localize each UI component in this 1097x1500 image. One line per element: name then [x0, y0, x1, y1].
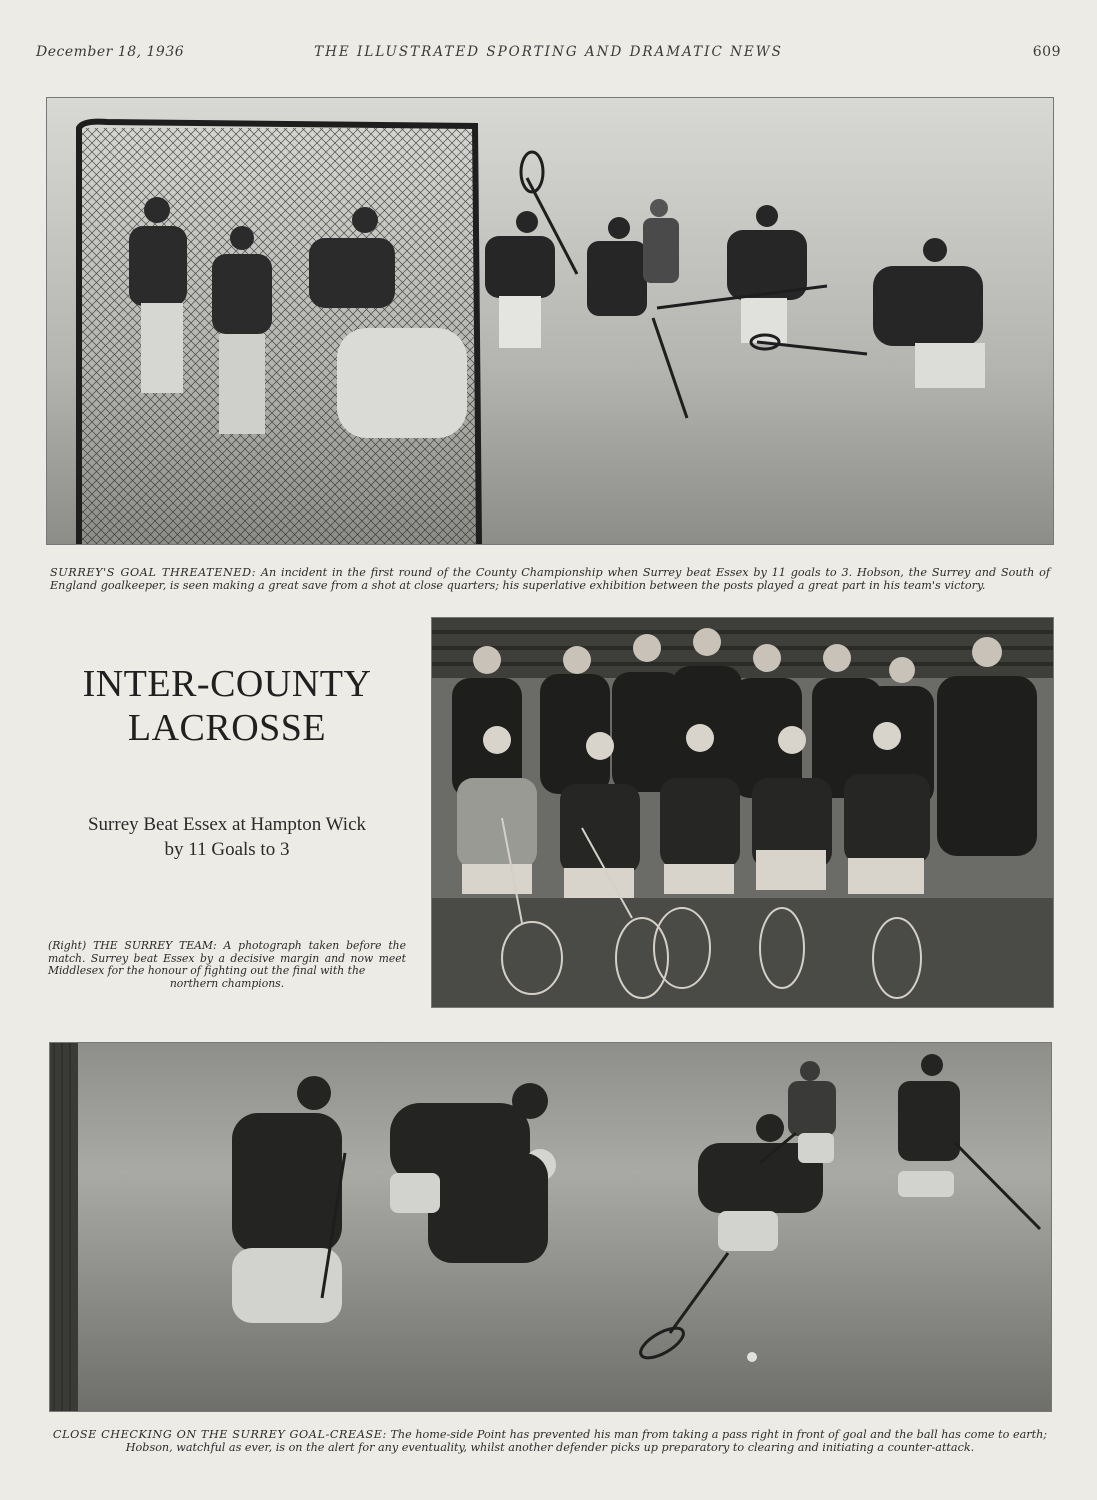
surrey-team-photo — [431, 617, 1054, 1008]
goal-threatened-caption — [50, 566, 1050, 592]
subheading-line-1: Surrey Beat Essex at Hampton Wick — [87, 814, 366, 835]
headline-line-2: LACROSSE — [127, 707, 327, 749]
issue-date: December 18, 1936 — [36, 44, 185, 60]
close-checking-caption — [52, 1428, 1048, 1454]
article-headline — [36, 662, 418, 750]
caption-end: northern champions. — [169, 976, 285, 990]
caption-body: The home-side Point has prevented his man from taking a pass right in front of goal and the ball has come to earth; Hobson, watchful as ever, is on the alert for any eventuality, whilst another defender picks up preparatory to clearing and initiating a counter-attack. — [125, 1428, 1048, 1454]
goal-scene-illustration — [47, 98, 1053, 544]
caption-prefix: (Right) — [48, 939, 87, 952]
caption-heading: SURREY'S GOAL THREATENED: — [50, 566, 257, 579]
page-number: 609 — [1032, 44, 1061, 60]
caption-heading: THE SURREY TEAM: — [93, 939, 217, 952]
headline-line-1: INTER-COUNTY — [82, 663, 372, 705]
caption-heading: CLOSE CHECKING ON THE SURREY GOAL-CREASE: — [52, 1428, 387, 1441]
article-subheading — [36, 812, 418, 862]
surrey-team-caption — [48, 940, 406, 990]
caption-body: An incident in the first round of the County Championship when Surrey beat Essex by 11 goals to 3. Hobson, the Surrey and South of England goalkeeper, is seen making a great save from a shot at close quarters; his superlative exhibition between the posts played a great part in his team's victory. — [50, 566, 1050, 592]
subheading-line-2: by 11 Goals to 3 — [164, 839, 290, 860]
team-group-illustration — [432, 618, 1053, 1007]
publication-title: THE ILLUSTRATED SPORTING AND DRAMATIC NEWS — [314, 44, 783, 60]
caption-body: A photograph taken before the match. Surrey beat Essex by a decisive margin and now meet Middlesex for the honour of fighting out the final with the — [48, 939, 406, 978]
goal-threatened-photo — [46, 97, 1054, 545]
close-checking-photo — [49, 1042, 1052, 1412]
goal-crease-illustration — [50, 1043, 1051, 1411]
